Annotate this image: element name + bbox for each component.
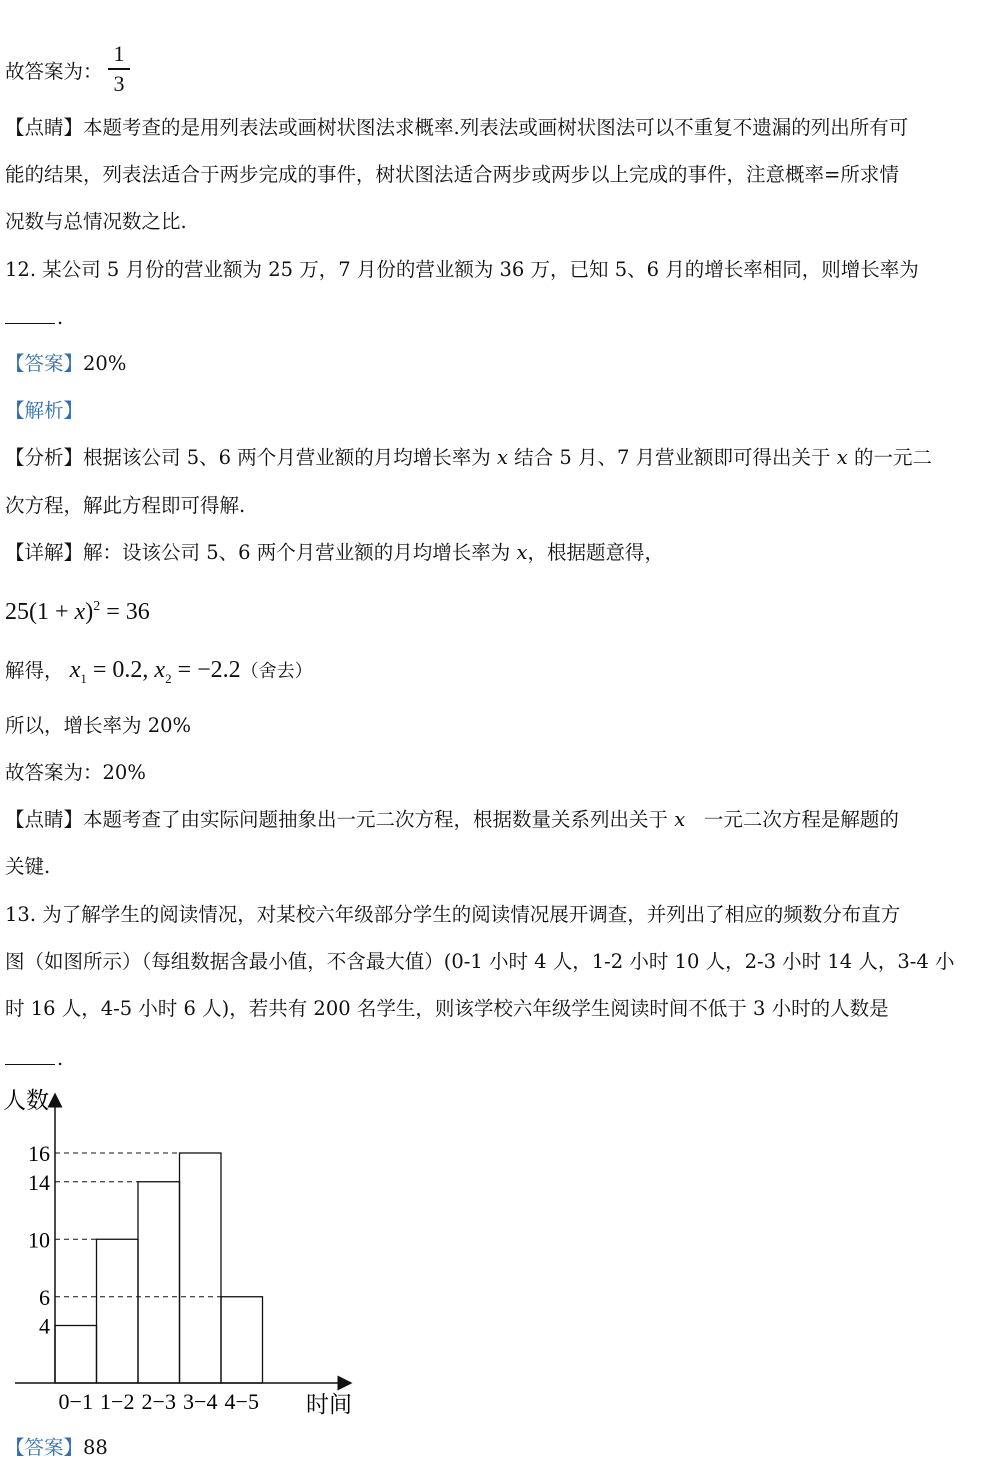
q12-so-line: 所以，增长率为 20%: [5, 714, 192, 737]
q13-blank-period: .: [57, 1047, 64, 1070]
fraction-denominator: 3: [113, 70, 125, 96]
q12-answer-blank: [5, 323, 55, 324]
q12-tip-text-b: 一元二次方程是解题的: [703, 808, 899, 831]
eq-exponent: 2: [93, 599, 101, 614]
eq-part: 25(1 +: [5, 599, 69, 625]
q13-answer-tag: 【答案】: [5, 1436, 84, 1459]
q13-question-line-1: 13. 为了解学生的阅读情况，对某校六年级部分学生的阅读情况展开调查，并列出了相应的频数分布直方: [5, 903, 901, 926]
q13-answer-value: 88: [83, 1436, 108, 1459]
prev-tip-text-1: 本题考查的是用列表法或画树状图法求概率.列表法或画树状图法可以不重复不遗漏的列出所有可: [83, 116, 909, 139]
q12-fenxi-line-1: [5, 446, 932, 470]
q12-detail-line: [5, 541, 664, 565]
prev-tip-line-1: [5, 116, 908, 140]
eq-part: = −2.2: [177, 657, 241, 683]
q12-tip-text-a: 本题考查了由实际问题抽象出一元二次方程，根据数量关系列出关于: [83, 808, 669, 831]
eq-part: = 0.2,: [92, 657, 149, 683]
q12-var-x: x: [516, 541, 528, 564]
q12-var-x: x: [836, 446, 848, 469]
prev-answer-prefix: 故答案为：: [5, 60, 103, 83]
x-tick-label: 2−3: [141, 1389, 176, 1414]
prev-answer-line: [5, 60, 103, 84]
histogram-chart: [0, 1080, 380, 1430]
q13-answer-blank: [5, 1064, 55, 1065]
y-tick-label: 4: [39, 1313, 50, 1339]
q12-question: 12. 某公司 5 月份的营业额为 25 万，7 月份的营业额为 36 万，已知 5、6 月的增长率相同，则增长率为: [5, 258, 919, 281]
q12-fenxi-text-b: 结合 5 月、7 月营业额即可得出关于: [514, 446, 831, 469]
q12-final-line: 故答案为：20%: [5, 761, 146, 784]
eq-part: ): [85, 599, 94, 625]
q12-fenxi-text-c: 的一元二: [853, 446, 932, 469]
q12-equation: [5, 595, 150, 624]
y-tick-label: 6: [39, 1284, 50, 1310]
q12-answer-tag: 【答案】: [5, 352, 84, 375]
q12-detail-text-a: 解：设该公司 5、6 两个月营业额的月均增长率为: [83, 541, 511, 564]
q12-solution-line: [5, 658, 313, 691]
eq-var-x: x: [74, 599, 86, 625]
q12-answer-value: 20%: [83, 352, 127, 375]
x-tick-label: 0−1: [58, 1389, 93, 1414]
prev-tip-tag: 【点睛】: [5, 116, 84, 139]
q13-question-line-2: 图（如图所示）（每组数据含最小值，不含最大值）(0-1 小时 4 人，1-2 小时 10 人，2-3 小时 14 人，3-4 小: [5, 950, 955, 973]
histogram-bar-0−1: [55, 1326, 97, 1384]
q12-var-x: x: [674, 808, 686, 831]
q12-detail-text-b: ，根据题意得，: [527, 541, 664, 564]
y-tick-label: 14: [28, 1169, 50, 1195]
y-tick-label: 10: [28, 1227, 50, 1253]
q13-answer-line: [5, 1436, 108, 1460]
prev-answer-fraction: [108, 42, 130, 96]
prev-tip-line-2: 能的结果，列表法适合于两步完成的事件，树状图法适合两步或两步以上完成的事件，注意概率=所求情: [5, 163, 899, 186]
x-tick-label: 4−5: [224, 1389, 259, 1414]
eq-part: = 36: [106, 599, 150, 625]
eq-var-x2: x: [154, 657, 166, 683]
eq-subscript: 1: [80, 670, 87, 686]
fraction-bar: [108, 68, 130, 70]
eq-subscript: 2: [165, 670, 172, 686]
q12-tip-line-2: 关键.: [5, 855, 51, 878]
q12-tip-line-1: [5, 808, 899, 832]
x-tick-label: 1−2: [100, 1389, 135, 1414]
q12-answer-line: [5, 352, 126, 376]
q13-question-line-3: 时 16 人，4-5 小时 6 人)，若共有 200 名学生，则该学校六年级学生阅读时间不低于 3 小时的人数是: [5, 997, 889, 1020]
histogram-bar-1−2: [97, 1239, 139, 1383]
q12-detail-tag: 【详解】: [5, 541, 84, 564]
y-tick-label: 16: [28, 1141, 50, 1166]
q12-blank-period: .: [57, 306, 64, 329]
q12-discard-note: （舍去）: [240, 661, 313, 682]
q12-analysis-tag: 【解析】: [5, 399, 84, 422]
histogram-bar-3−4: [180, 1153, 222, 1383]
q12-fenxi-text-a: 根据该公司 5、6 两个月营业额的月均增长率为: [83, 446, 491, 469]
q12-solve-prefix: 解得，: [5, 659, 64, 682]
q12-tip-tag: 【点睛】: [5, 808, 84, 831]
q12-fenxi-tag: 【分析】: [5, 446, 84, 469]
y-axis-label: 人数: [3, 1088, 49, 1113]
histogram-bar-2−3: [138, 1182, 180, 1383]
x-axis-label: 时间: [306, 1392, 352, 1417]
x-tick-label: 3−4: [183, 1389, 218, 1414]
q12-fenxi-line-2: 次方程，解此方程即可得解.: [5, 494, 246, 517]
fraction-numerator: 1: [113, 41, 125, 66]
prev-tip-line-3: 况数与总情况数之比.: [5, 210, 187, 233]
q12-var-x: x: [496, 446, 508, 469]
histogram-bar-4−5: [221, 1297, 263, 1383]
eq-var-x1: x: [69, 657, 81, 683]
